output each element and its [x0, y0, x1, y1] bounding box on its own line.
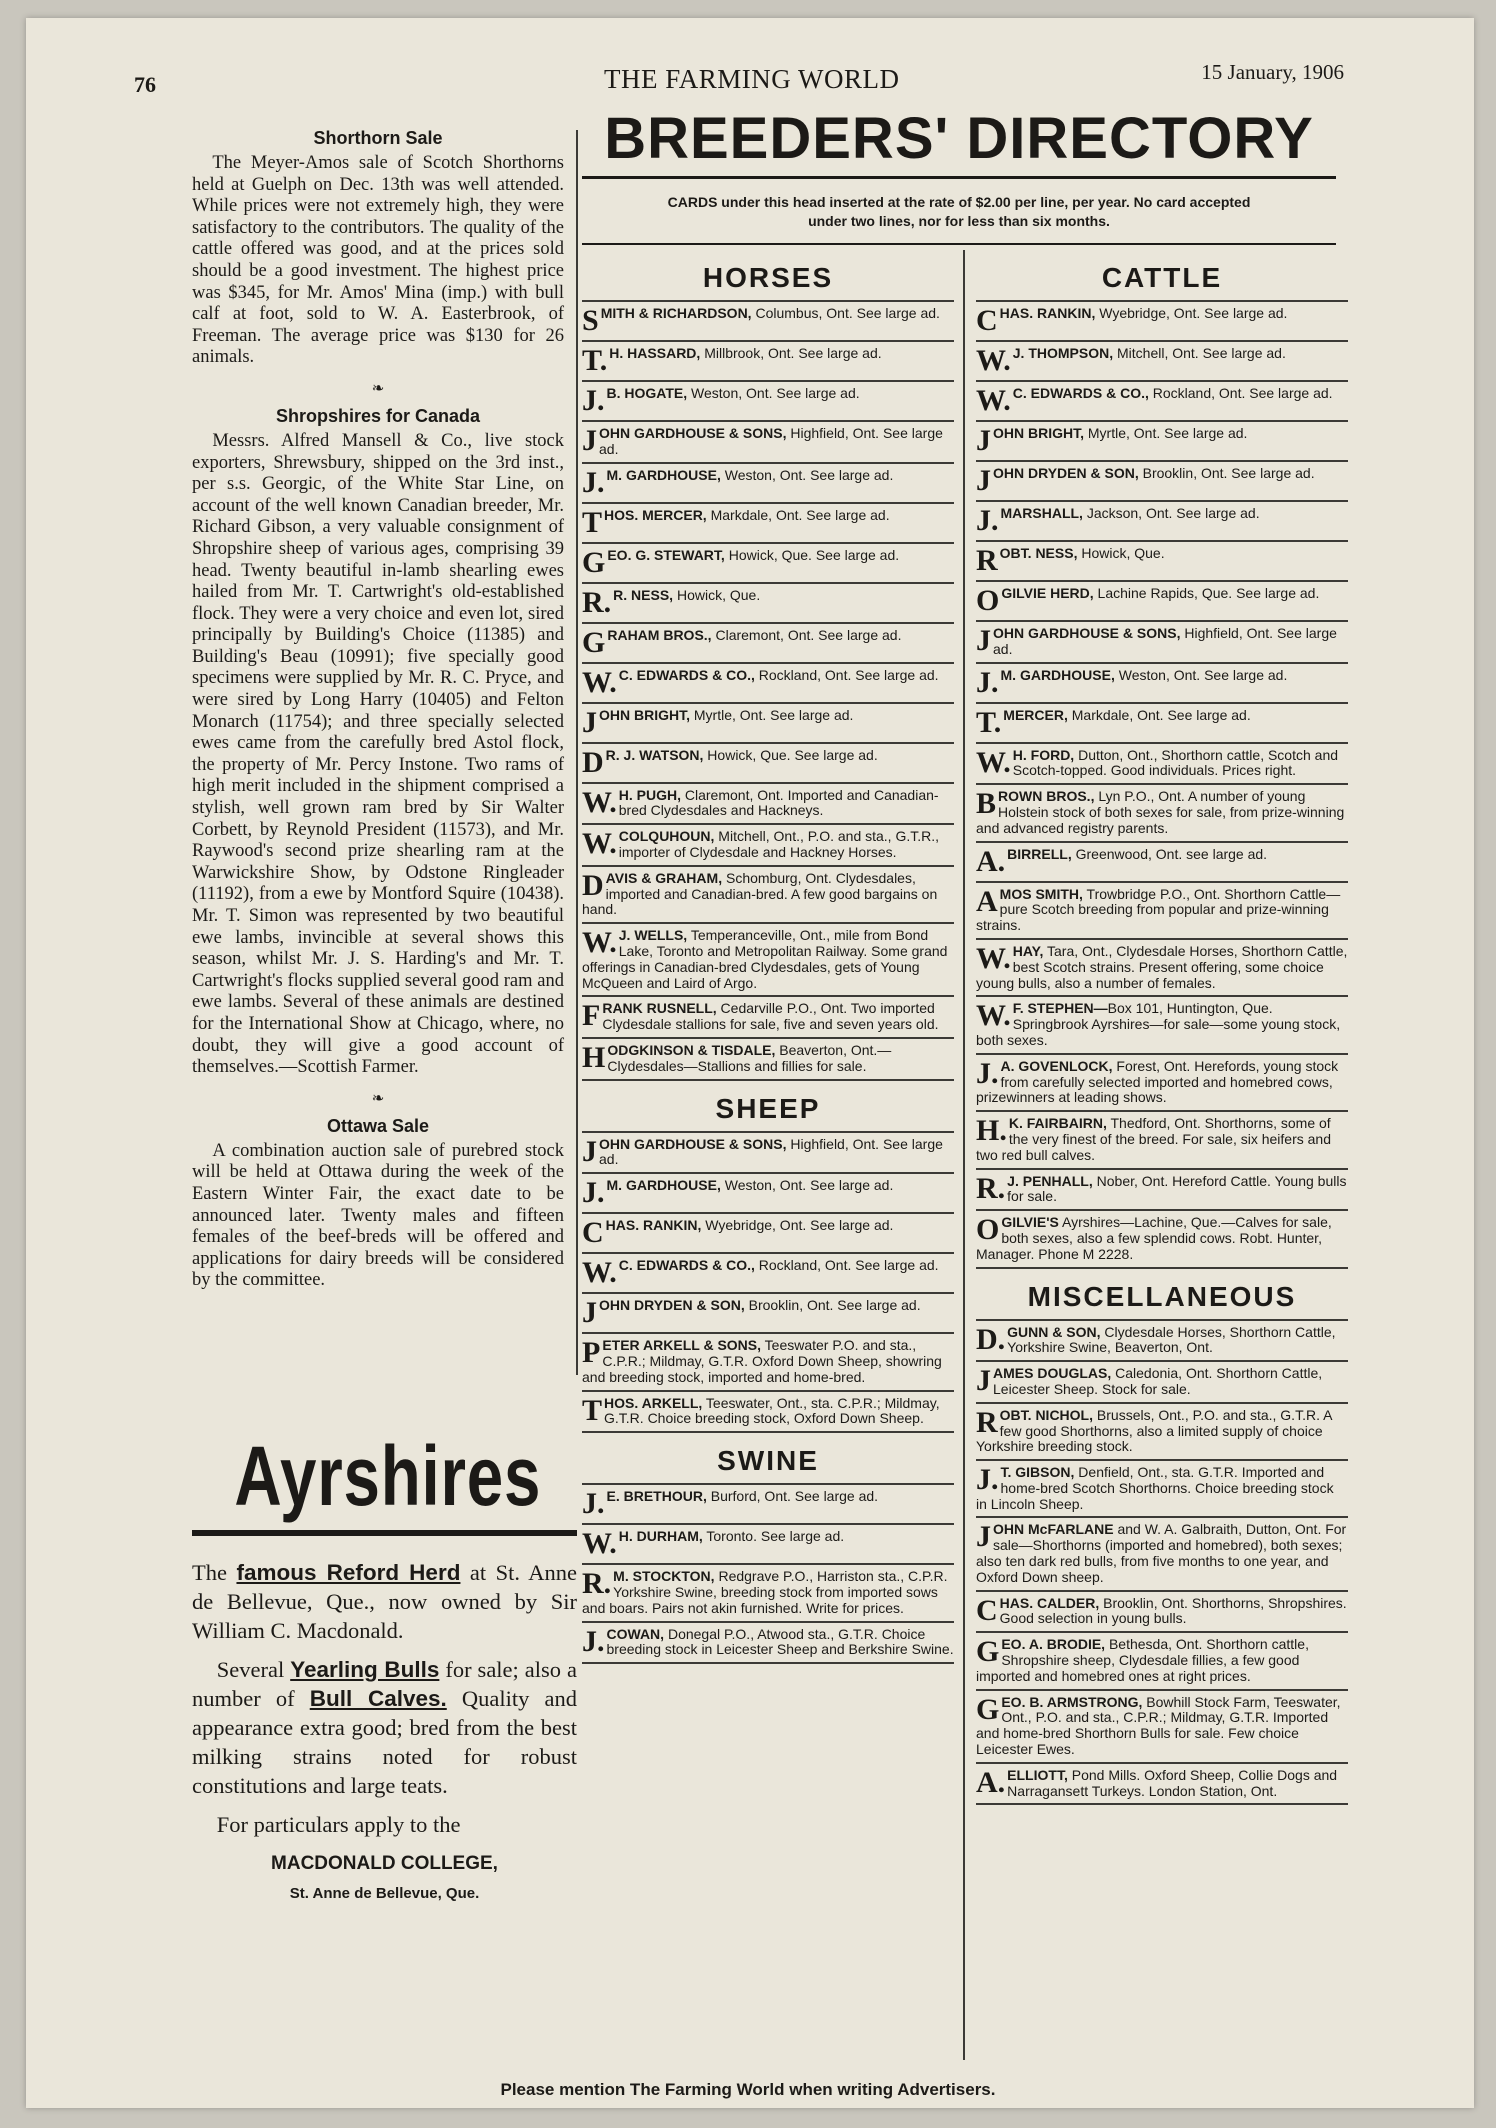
entry-name: A. GOVENLOCK, [1000, 1057, 1113, 1074]
entry-details: Lachine Rapids, Que. See large ad. [1093, 585, 1320, 601]
ornament-icon: ❧ [371, 1090, 385, 1107]
entry-details: Mitchell, Ont. See large ad. [1113, 345, 1286, 361]
entry-details: Beaverton, Ont.—Clydesdales—Stallions and fillies for sale. [607, 1041, 892, 1074]
left-column-articles [192, 128, 564, 1292]
article-title: Shorthorn Sale [313, 128, 443, 148]
entry-name: ROWN BROS., [998, 788, 1095, 805]
directory-entry [582, 382, 954, 422]
entry-details: Cedarville P.O., Ont. Two imported Clydesdale stallions for sale, five and seven years old. [602, 1000, 939, 1033]
entry-name: J. WELLS, [618, 927, 688, 944]
entry-name: OHN BRIGHT, [993, 425, 1084, 441]
directory-entry [976, 704, 1348, 744]
entry-name: B. HOGATE, [606, 385, 688, 401]
directory-entry [976, 843, 1348, 883]
entry-initial: J [976, 1364, 991, 1398]
entry-details: Trowbridge P.O., Ont. Shorthorn Cattle—pure Scotch breeding from popular and prize-winning strains. [976, 885, 1341, 934]
entry-name: ODGKINSON & TISDALE, [607, 1041, 776, 1058]
directory-entry [976, 542, 1348, 582]
entry-name: H. FORD, [1012, 746, 1075, 763]
directory-entry [582, 664, 954, 704]
entry-details: Bethesda, Ont. Shorthorn cattle, Shropshire sheep, Clydesdale fillies, a few good imported and homebred ones at right prices. [976, 1636, 1309, 1684]
section-heading: SWINE [717, 1445, 819, 1477]
ornament-icon: ❧ [371, 380, 385, 397]
entry-initial: J. [976, 1056, 999, 1090]
column-divider [963, 250, 965, 2060]
breeders-directory-header [582, 106, 1336, 245]
directory-entry [582, 504, 954, 544]
directory-entry [976, 1764, 1348, 1806]
section-heading: SHEEP [715, 1092, 821, 1124]
entry-name: MOS SMITH, [999, 885, 1083, 902]
directory-entry [976, 940, 1348, 997]
entry-details: Rockland, Ont. See large ad. [754, 666, 939, 683]
directory-entry [976, 997, 1348, 1054]
ad-text: at St. Anne de Bellevue, Que., now owned by Sir William C. Macdonald. [192, 1560, 578, 1643]
directory-entry [582, 342, 954, 382]
directory-entry [582, 1565, 954, 1622]
ad-highlight: Yearling Bulls [290, 1657, 440, 1682]
entry-name: MARSHALL, [1000, 505, 1083, 521]
entry-initial: W. [976, 941, 1011, 975]
entry-name: COWAN, [606, 1625, 665, 1642]
entry-initial: J. [976, 1463, 999, 1497]
entry-name: C. EDWARDS & CO., [618, 666, 755, 683]
directory-entry [976, 1321, 1348, 1363]
entry-details: Brooklin, Ont. Shorthorns, Shropshires. Good selection in young bulls. [999, 1594, 1347, 1627]
directory-entry [582, 784, 954, 826]
entry-initial: J. [582, 1176, 605, 1210]
directory-entry [582, 1214, 954, 1254]
entry-name: M. GARDHOUSE, [606, 466, 721, 483]
entry-details: Pond Mills. Oxford Sheep, Collie Dogs and Narragansett Turkeys. London Station, Ont. [1007, 1766, 1338, 1799]
entry-initial: W. [976, 745, 1011, 779]
article-text: Messrs. Alfred Mansell & Co., live stock exporters, Shrewsbury, shipped on the 3rd inst., per s.s. Georgic, of the White Star Line, on account of the well known Canadian breeder, Mr. Richard Gibson, a very valuable consignment of Shropshire sheep of various ages, comprising 39 head. Twenty beautiful in-lamb shearling ewes hailed from Mr. T. Cartwright's old-established flock. They were a very choice and even lot, sired principally by Building's Choice (11385) and Building's Beau (10991); five specially good specimens were supplied by Mr. R. C. Pryce, and were sired by Long Harry (10405) and Felton Monarch (11754); and three specially selected ewes came from the carefully bred Astol flock, the property of Mr. Percy Instone. Two rams of high merit included in the shipment comprised a stylish, well grown ram bred by Sir Walter Corbett, by Reynold President (11573), and Mr. Raywood's second prize shearling ram at the Warwickshire Show, by Odstone Ringleader (11192), from a ewe by Montford Squire (10438). Mr. T. Simon was represented by two beautiful ewe lambs, invincible at several shows this season, whilst Mr. J. S. Harding's and Mr. T. Cartwright's flocks supplied several good ram and ewe lambs. Several of these animals are destined for the International Show at Chicago, where, no doubt, they will give a good account of themselves.—Scottish Farmer. [192, 430, 564, 1078]
entry-details: Caledonia, Ont. Shorthorn Cattle, Leicester Sheep. Stock for sale. [993, 1365, 1323, 1397]
entry-name: J. THOMPSON, [1012, 345, 1114, 361]
directory-entry [582, 704, 954, 744]
directory-entry [976, 342, 1348, 382]
entry-initial: W. [582, 1527, 617, 1561]
entry-details: Thedford, Ont. Shorthorns, some of the very finest of the breed. For sale, six heifers and two red bull calves. [976, 1115, 1332, 1163]
entry-initial: R. [582, 1567, 612, 1601]
entry-details: Myrtle, Ont. See large ad. [1084, 425, 1248, 441]
entry-details: Temperanceville, Ont., mile from Bond Lake, Toronto and Metropolitan Railway. Some grand offerings in Canadian-bred Clydesdales, gets of Young McQueen and Laird of Argo. [582, 927, 948, 991]
entry-details: Highfield, Ont. See large ad. [599, 1135, 943, 1168]
entry-initial: J [582, 1134, 597, 1168]
article-title: Ottawa Sale [326, 1115, 430, 1136]
entry-details: Jackson, Ont. See large ad. [1082, 505, 1260, 521]
entry-initial: W. [976, 999, 1011, 1033]
directory-entry [582, 464, 954, 504]
entry-details: Mitchell, Ont., P.O. and sta., G.T.R., importer of Clydesdale and Hackney Horses. [618, 828, 940, 860]
publication-title: THE FARMING WORLD [604, 64, 900, 94]
entry-details: Lyn P.O., Ont. A number of young Holstein stock of both sexes for sale, from prize-winning and advanced registry parents. [976, 788, 1345, 836]
entry-name: COLQUHOUN, [618, 828, 715, 845]
entry-name: ELLIOTT, [1007, 1766, 1068, 1783]
entry-details: Millbrook, Ont. See large ad. [700, 345, 882, 361]
entry-details: Clydesdale Horses, Shorthorn Cattle, Yorkshire Swine, Beaverton, Ont. [1007, 1323, 1336, 1356]
entry-initial: J [582, 424, 597, 457]
entry-details: Markdale, Ont. See large ad. [1067, 706, 1251, 723]
entry-name: MERCER, [1003, 706, 1068, 723]
entry-initial: R. [582, 585, 612, 619]
directory-entry [976, 1055, 1348, 1112]
directory-entry [582, 584, 954, 624]
ad-paragraph: For particulars apply to the [216, 1812, 461, 1837]
entry-initial: W. [582, 785, 617, 819]
directory-left-column [582, 250, 954, 1664]
ad-text: Quality and appearance extra good; bred from the best milking strains noted for robust constitutions and large teats. [192, 1686, 577, 1798]
page-header [134, 50, 1344, 100]
entry-name: OHN DRYDEN & SON, [993, 465, 1139, 481]
directory-entry [976, 1518, 1348, 1591]
article-shorthorn-sale [192, 128, 564, 369]
entry-initial: S [582, 304, 599, 337]
directory-entry [976, 1211, 1348, 1268]
article-shropshires-for-canada [192, 406, 564, 1079]
entry-initial: B [976, 787, 997, 821]
entry-initial: J. [976, 665, 999, 699]
entry-details: Weston, Ont. See large ad. [720, 1177, 894, 1194]
entry-initial: J. [976, 504, 999, 537]
entry-initial: J [976, 1520, 991, 1554]
entry-name: M. GARDHOUSE, [606, 1177, 721, 1194]
entry-initial: G [582, 545, 606, 579]
entry-details: Howick, Que. [673, 586, 761, 603]
entry-details: Wyebridge, Ont. See large ad. [701, 1217, 894, 1234]
page-footer: Please mention The Farming World when writing Advertisers. [500, 2080, 996, 2099]
entry-initial: W. [582, 926, 617, 960]
entry-initial: J. [582, 1487, 605, 1521]
directory-entry [976, 785, 1348, 842]
entry-details: Brussels, Ont., P.O. and sta., G.T.R. A few good Shorthorns, also a limited supply of choice Yorkshire breeding stock. [976, 1406, 1332, 1455]
entry-initial: H [582, 1040, 606, 1074]
directory-entry [582, 1334, 954, 1391]
entry-name: HOS. ARKELL, [604, 1394, 703, 1411]
entry-initial: R. [976, 1171, 1006, 1205]
entry-name: K. FAIRBAIRN, [1008, 1115, 1107, 1132]
directory-entry [582, 867, 954, 924]
entry-name: OHN GARDHOUSE & SONS, [599, 1135, 787, 1152]
entry-name: RANK RUSNELL, [602, 1000, 717, 1017]
entry-name: HAS. CALDER, [999, 1594, 1100, 1611]
directory-entry [976, 664, 1348, 704]
entry-details: Highfield, Ont. See large ad. [993, 625, 1337, 657]
entry-name: GUNN & SON, [1007, 1323, 1101, 1340]
directory-entry [582, 1294, 954, 1334]
directory-entry [976, 1404, 1348, 1461]
ad-text: for sale; also a number of [192, 1657, 577, 1711]
directory-entry [976, 462, 1348, 502]
entry-initial: T. [582, 344, 608, 377]
directory-entry [582, 1485, 954, 1525]
directory-entry [582, 997, 954, 1039]
directory-entry [976, 502, 1348, 542]
entry-initial: C [976, 1593, 998, 1627]
entry-initial: D. [976, 1322, 1006, 1356]
section-heading: CATTLE [1101, 262, 1223, 293]
entry-name: AMES DOUGLAS, [993, 1365, 1112, 1382]
directory-entry [582, 744, 954, 784]
entry-name: OBT. NICHOL, [999, 1406, 1094, 1423]
entry-initial: J. [582, 384, 605, 417]
entry-name: BIRRELL, [1007, 845, 1072, 862]
directory-entry [582, 1392, 954, 1434]
entry-initial: J [582, 1296, 597, 1330]
entry-details: Nober, Ont. Hereford Cattle. Young bulls for sale. [1007, 1172, 1347, 1205]
directory-right-column [976, 250, 1348, 1805]
entry-name: H. PUGH, [618, 786, 681, 803]
directory-entry [976, 1633, 1348, 1690]
entry-details: Rockland, Ont. See large ad. [1148, 385, 1333, 401]
ad-college: MACDONALD COLLEGE, [271, 1853, 498, 1874]
divider [192, 1530, 577, 1536]
entry-initial: T. [976, 705, 1002, 739]
ad-text: Several [216, 1657, 291, 1682]
entry-name: F. STEPHEN— [1012, 1000, 1108, 1017]
entry-initial: J [976, 424, 991, 457]
entry-initial: C [582, 1216, 604, 1250]
entry-name: AVIS & GRAHAM, [605, 869, 723, 886]
entry-name: OHN DRYDEN & SON, [599, 1297, 745, 1314]
ad-highlight: famous Reford Herd [236, 1560, 461, 1585]
entry-details: Rockland, Ont. See large ad. [754, 1257, 939, 1274]
entry-details: Dutton, Ont., Shorthorn cattle, Scotch and Scotch-topped. Good individuals. Prices right. [1012, 746, 1339, 779]
directory-entry [582, 624, 954, 664]
note-line: under two lines, nor for less than six months. [808, 213, 1110, 229]
entry-details: Donegal P.O., Atwood sta., G.T.R. Choice breeding stock in Leicester Sheep and Berkshire Swine. [606, 1625, 954, 1658]
column-divider [576, 130, 578, 1375]
entry-name: M. STOCKTON, [613, 1568, 715, 1585]
entry-initial: W. [582, 1256, 617, 1290]
directory-entry [582, 1623, 954, 1665]
entry-initial: O [976, 584, 1000, 617]
directory-entry [582, 1525, 954, 1565]
directory-entry [582, 544, 954, 584]
entry-name: GILVIE HERD, [1001, 585, 1094, 601]
entry-initial: C [976, 304, 998, 337]
entry-initial: R [976, 1405, 998, 1439]
entry-initial: T [582, 1393, 603, 1427]
entry-name: H. DURHAM, [618, 1528, 703, 1545]
entry-name: EO. A. BRODIE, [1001, 1636, 1106, 1653]
note-line: CARDS under this head inserted at the rate of $2.00 per line, per year. No card accepted [667, 194, 1251, 210]
entry-details: Toronto. See large ad. [702, 1528, 845, 1545]
entry-details: Howick, Que. [1077, 545, 1165, 561]
directory-entry [976, 1691, 1348, 1764]
entry-initial: J [582, 705, 597, 739]
issue-date: 15 January, 1906 [1201, 60, 1344, 84]
entry-initial: A. [976, 1765, 1006, 1799]
entry-details: Brooklin, Ont. See large ad. [1138, 465, 1315, 481]
entry-name: C. EDWARDS & CO., [618, 1257, 755, 1274]
directory-entry [976, 744, 1348, 786]
ad-highlight: Bull Calves. [309, 1686, 447, 1711]
directory-entry [976, 1461, 1348, 1518]
ad-paragraph [192, 1558, 577, 1645]
entry-initial: J. [582, 1624, 605, 1658]
entry-name: H. HASSARD, [609, 345, 701, 361]
entry-name: OHN McFARLANE [993, 1521, 1114, 1538]
directory-entry [582, 825, 954, 867]
entry-initial: J. [582, 465, 605, 499]
entry-details: Highfield, Ont. See large ad. [599, 425, 943, 457]
entry-name: C. EDWARDS & CO., [1012, 385, 1149, 401]
entry-initial: R [976, 544, 998, 577]
entry-name: HAY, [1012, 942, 1044, 959]
entry-initial: G [976, 1692, 1000, 1726]
directory-columns [582, 250, 1354, 2060]
entry-name: RAHAM BROS., [607, 626, 712, 643]
entry-name: OHN GARDHOUSE & SONS, [993, 625, 1181, 641]
entry-name: HAS. RANKIN, [999, 305, 1096, 321]
entry-initial: W. [582, 827, 617, 861]
directory-entry [976, 1592, 1348, 1634]
article-ottawa-sale [192, 1116, 564, 1292]
entry-name: T. GIBSON, [1000, 1464, 1075, 1481]
directory-note [582, 193, 1336, 231]
article-text: A combination auction sale of purebred stock will be held at Ottawa during the week of the Eastern Winter Fair, the exact date to be announced later. Twenty males and fifteen females of the beef-breds will be offered and applications for dairy breeds will be considered by the committee. [192, 1140, 564, 1291]
entry-details: Howick, Que. See large ad. [703, 746, 878, 763]
directory-entry [976, 382, 1348, 422]
entry-initial: D [582, 745, 604, 779]
entry-initial: F [582, 999, 601, 1033]
directory-entry [582, 924, 954, 997]
directory-entry [976, 422, 1348, 462]
entry-details: Myrtle, Ont. See large ad. [690, 706, 854, 723]
entry-details: Claremont, Ont. See large ad. [711, 626, 902, 643]
entry-initial: J [976, 464, 991, 497]
entry-details: Schomburg, Ont. Clydesdales, imported and Canadian-bred. A few good bargains on hand. [582, 869, 938, 918]
entry-details: Weston, Ont. See large ad. [687, 385, 860, 401]
entry-name: ETER ARKELL & SONS, [602, 1337, 762, 1354]
directory-entry [582, 1133, 954, 1175]
entry-details: Howick, Que. See large ad. [724, 546, 900, 563]
directory-entry [582, 1174, 954, 1214]
entry-name: OHN BRIGHT, [599, 706, 690, 723]
directory-entry [582, 302, 954, 342]
entry-initial: A. [976, 844, 1006, 878]
directory-entry [976, 1362, 1348, 1404]
entry-initial: G [976, 1635, 1000, 1669]
entry-details: Weston, Ont. See large ad. [1114, 666, 1288, 683]
entry-name: R. J. WATSON, [605, 746, 704, 763]
entry-details: Denfield, Ont., sta. G.T.R. Imported and home-bred Scotch Shorthorns. Choice breeding stock in Lincoln Sheep. [976, 1464, 1334, 1512]
entry-name: M. GARDHOUSE, [1000, 666, 1115, 683]
entry-name: J. PENHALL, [1007, 1172, 1093, 1189]
entry-initial: H. [976, 1114, 1007, 1148]
article-text: The Meyer-Amos sale of Scotch Shorthorns held at Guelph on Dec. 13th was well attended. While prices were not extremely high, they were satisfactory to the contributors. The quality of the cattle offered was good, and at the prices sold should be a good investment. The highest price was $345, for Mr. Amos' Mina (imp.) with bull calf at foot, sold to W. A. Easterbrook, of Freeman. The average price was $130 for 26 animals. [192, 153, 564, 368]
entry-details: Bowhill Stock Farm, Teeswater, Ont., P.O. and sta., C.P.R.; Mildmay, G.T.R. Imported and home-bred Shorthorn Bulls for sale. Few choice Leicester Ewes. [976, 1693, 1341, 1758]
entry-details: Brooklin, Ont. See large ad. [744, 1297, 921, 1314]
directory-entry [976, 622, 1348, 664]
entry-details: Columbus, Ont. See large ad. [751, 305, 940, 321]
entry-initial: T [582, 505, 603, 539]
entry-name: GILVIE'S [1001, 1214, 1059, 1231]
directory-entry [582, 422, 954, 464]
entry-initial: P [582, 1336, 601, 1370]
divider [582, 243, 1336, 245]
entry-initial: D [582, 868, 604, 902]
entry-details: Tara, Ont., Clydesdale Horses, Shorthorn Cattle, best Scotch strains. Present offering, some choice young bulls, also a number of females. [976, 942, 1348, 991]
ayrshires-advertisement [192, 1428, 577, 1902]
directory-entry [976, 1112, 1348, 1169]
directory-entry [976, 582, 1348, 622]
entry-details: Markdale, Ont. See large ad. [706, 506, 890, 523]
entry-details: Ayrshires—Lachine, Que.—Calves for sale, both sexes, also a few splendid cows. Robt. Hunter, Manager. Phone M 2228. [976, 1214, 1332, 1262]
entry-details: Weston, Ont. See large ad. [720, 466, 894, 483]
entry-name: OHN GARDHOUSE & SONS, [599, 425, 787, 441]
section-heading: MISCELLANEOUS [1027, 1280, 1297, 1312]
entry-details: Teeswater, Ont., sta. C.P.R.; Mildmay, G.T.R. Choice breeding stock, Oxford Down Sheep. [604, 1394, 940, 1427]
article-title: Shropshires for Canada [275, 405, 481, 426]
entry-details: and W. A. Galbraith, Dutton, Ont. For sale—Shorthorns (imported and homebred), both sexes; also ten dark red bulls, from five months to one year, and Oxford Down sheep. [976, 1521, 1347, 1585]
section-heading: HORSES [702, 262, 834, 293]
directory-entry [976, 883, 1348, 940]
directory-entry [976, 1170, 1348, 1212]
ad-paragraph [192, 1655, 577, 1800]
entry-name: EO. G. STEWART, [607, 546, 725, 563]
directory-entry [582, 1039, 954, 1081]
entry-name: OBT. NESS, [999, 545, 1078, 561]
page-number: 76 [134, 72, 156, 97]
entry-details: Redgrave P.O., Harriston sta., C.P.R. Yorkshire Swine, breeding stock from imported sows and boars. Pairs not akin furnished. Write for prices. [582, 1568, 948, 1616]
directory-entry [582, 1254, 954, 1294]
entry-initial: O [976, 1213, 1000, 1247]
entry-initial: G [582, 625, 606, 659]
ad-headline: Ayrshires [234, 1429, 542, 1523]
entry-name: EO. B. ARMSTRONG, [1001, 1693, 1143, 1710]
directory-title: BREEDERS' DIRECTORY [604, 106, 1314, 171]
entry-details: Box 101, Huntington, Que. Springbrook Ayrshires—for sale—some young stock, both sexes. [976, 1000, 1341, 1048]
entry-name: E. BRETHOUR, [606, 1488, 707, 1505]
entry-name: MITH & RICHARDSON, [600, 305, 752, 321]
entry-name: HAS. RANKIN, [605, 1217, 702, 1234]
entry-details: Wyebridge, Ont. See large ad. [1095, 305, 1288, 321]
directory-entry [976, 302, 1348, 342]
entry-initial: W. [976, 384, 1011, 417]
divider [582, 176, 1336, 179]
entry-name: HOS. MERCER, [604, 506, 707, 523]
entry-details: Claremont, Ont. Imported and Canadian-bred Clydesdales and Hackneys. [618, 786, 939, 819]
ad-text: The [192, 1560, 237, 1585]
entry-details: Burford, Ont. See large ad. [706, 1488, 879, 1505]
entry-details: Teeswater P.O. and sta., C.P.R.; Mildmay, G.T.R. Oxford Down Sheep, showring and breeding stock, imported and home-bred. [582, 1337, 942, 1385]
ad-location: St. Anne de Bellevue, Que. [289, 1885, 480, 1902]
entry-details: Greenwood, Ont. see large ad. [1071, 845, 1268, 862]
entry-initial: W. [582, 665, 617, 699]
entry-name: R. NESS, [613, 586, 674, 603]
entry-initial: W. [976, 344, 1011, 377]
entry-initial: J [976, 624, 991, 657]
entry-details: Forest, Ont. Herefords, young stock from carefully selected imported and homebred cows, prizewinners at leading shows. [976, 1057, 1339, 1106]
entry-initial: A [976, 884, 998, 918]
